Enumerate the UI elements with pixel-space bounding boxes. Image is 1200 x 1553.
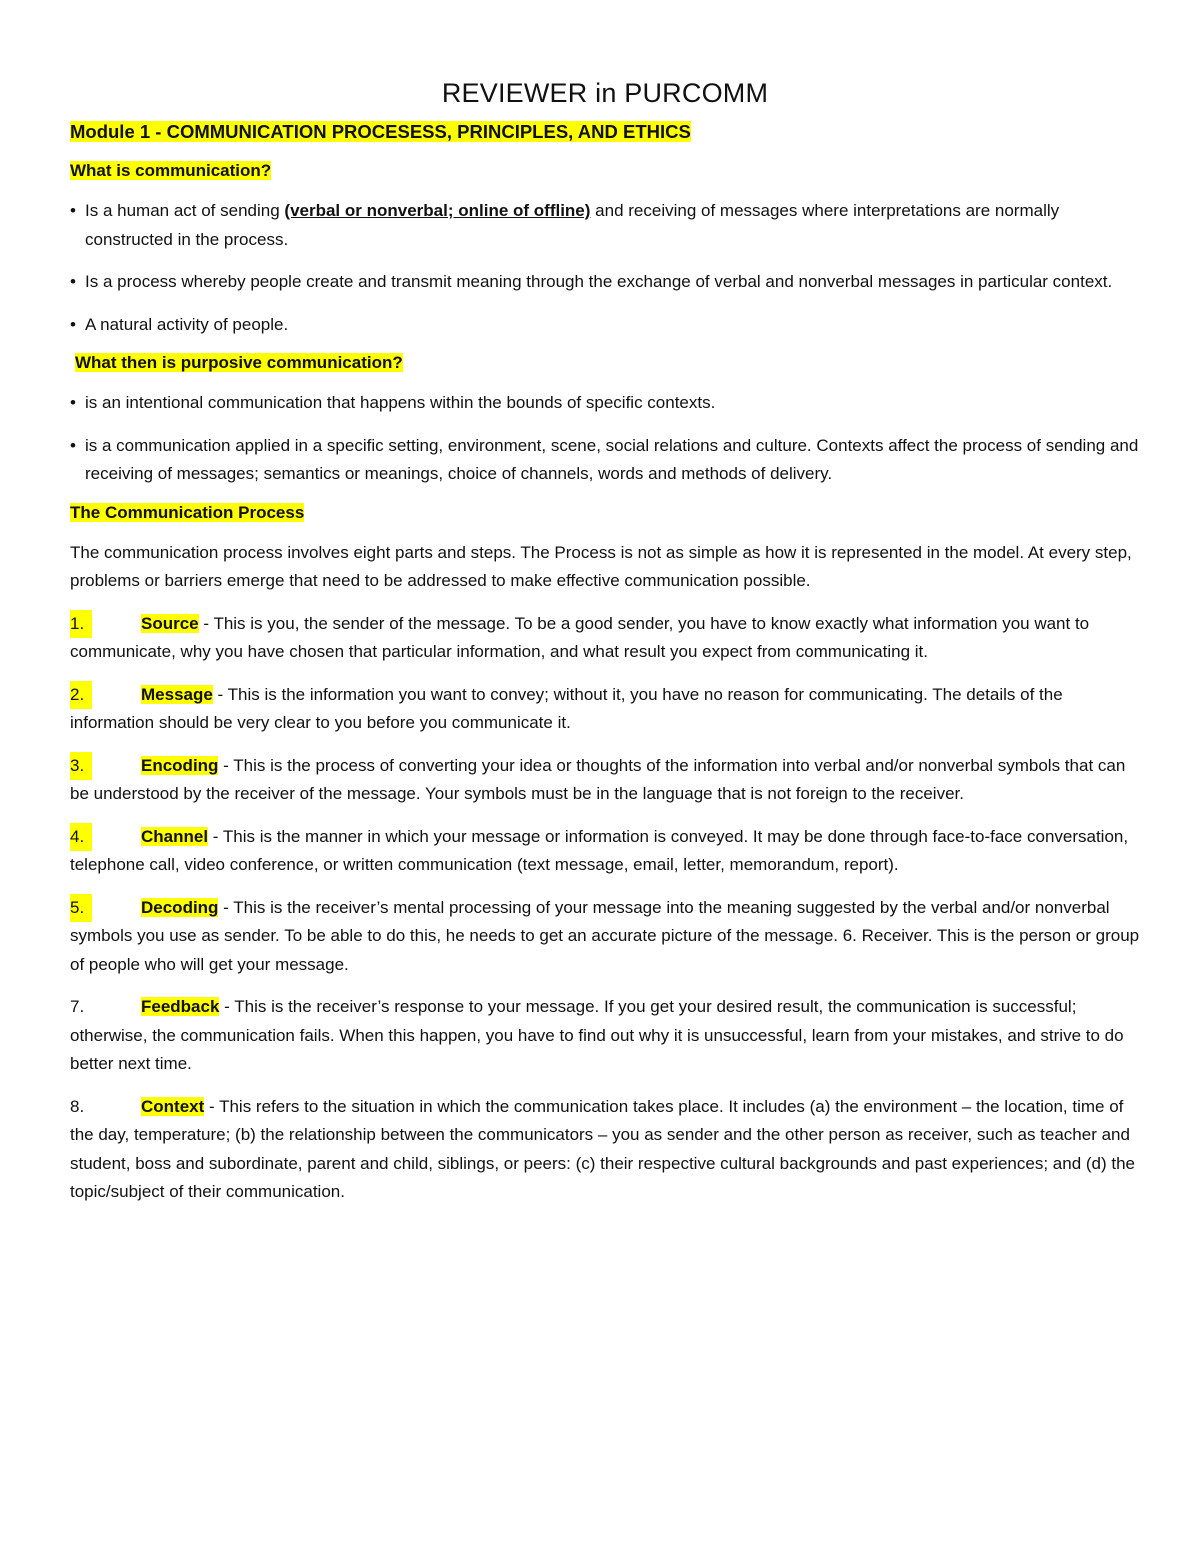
step-number: 1. [70, 610, 141, 639]
step-number: 8. [70, 1096, 85, 1116]
step-number: 2. [70, 681, 141, 710]
section-heading-what-is-communication: What is communication? [70, 161, 272, 180]
document-title: REVIEWER in PURCOMM [441, 78, 769, 108]
step-term: Decoding [141, 897, 219, 917]
bullet-item: • Is a process whereby people create and transmit meaning through the exchange of verbal and nonverbal messages in particular context. [70, 268, 1140, 297]
module-heading-text: Module 1 - COMMUNICATION PROCESESS, PRINCIPLES, AND ETHICS [70, 121, 691, 142]
bullet-dot: • [70, 272, 76, 291]
bullet-dot: • [70, 435, 76, 455]
document-page [70, 78, 1140, 1221]
bullet-item: • A natural activity of people. [70, 311, 1140, 340]
process-step-decoding [70, 894, 1140, 980]
step-term: Feedback [141, 997, 220, 1016]
step-term: Context [141, 1096, 205, 1116]
step-term: Channel [141, 826, 209, 846]
module-heading [70, 121, 1140, 143]
process-step-context [70, 1093, 1140, 1207]
step-term: Encoding [141, 755, 219, 775]
bullet-item: • is an intentional communication that happens within the bounds of specific contexts. [70, 389, 1140, 418]
step-description: - This is you, the sender of the message. To be a good sender, you have to know exactly what information you want to communicate, why you have chosen that particular information, and what result you expect from communicating it. [70, 613, 1090, 661]
step-description: - This is the receiver’s response to your message. If you get your desired result, the communication is successful; otherwise, the communication fails. When this happen, you have to find out why it is unsuccessful, learn from your mistakes, and strive to do better next time. [70, 997, 1124, 1073]
bullet-item: • Is a human act of sending (verbal or nonverbal; online of offline) and receiving of messages where interpretations are normally constructed in the process. [70, 197, 1140, 254]
step-number: 4. [70, 823, 141, 852]
step-number: 5. [70, 894, 141, 923]
bullet-dot: • [70, 201, 76, 220]
bullet-dot: • [70, 393, 76, 412]
step-description: - This is the manner in which your message or information is conveyed. It may be done through face-to-face conversation, telephone call, video conference, or written communication (text message, email, letter, memorandum, report). [70, 826, 1129, 874]
bullet-item: • is a communication applied in a specific setting, environment, scene, social relations and culture. Contexts affect the process of sending and receiving of messages; semantics or meanings, choice of channels, words and methods of delivery. [70, 432, 1140, 489]
step-description: - This is the receiver’s mental processing of your message into the meaning suggested by the verbal and/or nonverbal symbols you use as sender. To be able to do this, he needs to get an accurate picture of the message. 6. Receiver. This is the person or group of people who will get your message. [70, 897, 1140, 974]
step-number: 3. [70, 752, 141, 781]
section-heading-communication-process: The Communication Process [70, 502, 305, 522]
step-number: 7. [70, 997, 85, 1016]
process-step-source [70, 610, 1140, 667]
emphasis-text: (verbal or nonverbal; online of offline) [284, 201, 591, 220]
process-step-encoding [70, 752, 1140, 809]
step-term: Message [141, 684, 213, 704]
step-description: - This is the process of converting your idea or thoughts of the information into verbal and/or nonverbal symbols that can be understood by the receiver of the message. Your symbols must be in the language that is not foreign to the receiver. [70, 755, 1126, 803]
section-heading-purposive-communication: What then is purposive communication? [75, 353, 403, 372]
step-description: - This refers to the situation in which the communication takes place. It includes (a) the environment – the location, time of the day, temperature; (b) the relationship between the communicators – you as sender and the other person as receiver, such as teacher and student, boss and subordinate, parent and child, siblings, or peers: (c) their respective cultural backgrounds and past experiences; and (d) the topic/subject of their communication. [70, 1096, 1135, 1201]
process-intro-paragraph: The communication process involves eight parts and steps. The Process is not as simple as how it is represented in the model. At every step, problems or barriers emerge that need to be addressed to make effective communication possible. [70, 542, 1132, 590]
process-step-message [70, 681, 1140, 738]
step-term: Source [141, 613, 199, 633]
step-description: - This is the information you want to convey; without it, you have no reason for communicating. The details of the information should be very clear to you before you communicate it. [70, 684, 1063, 732]
process-step-feedback [70, 993, 1140, 1079]
process-step-channel [70, 823, 1140, 880]
bullet-dot: • [70, 314, 76, 334]
